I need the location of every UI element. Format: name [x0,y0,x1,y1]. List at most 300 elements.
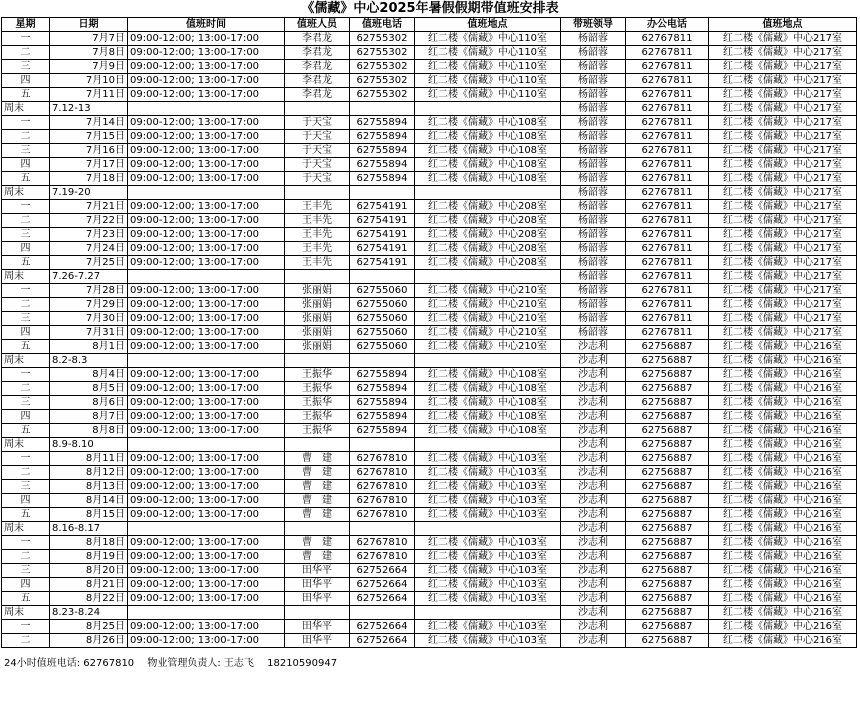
weekday-cell: 一 [2,284,50,298]
duty-phone-cell: 62755060 [350,340,415,354]
date-cell: 7月17日 [50,158,128,172]
leader-location-cell: 红二楼《儒藏》中心216室 [709,480,857,494]
leader-cell: 沙志利 [561,494,626,508]
office-phone-cell: 62767811 [626,130,709,144]
duty-person-cell: 王丰先 [285,228,350,242]
duty-location-cell: 红二楼《儒藏》中心210室 [415,340,561,354]
date-cell: 8月11日 [50,452,128,466]
duty-person-cell: 张丽娟 [285,284,350,298]
leader-location-cell: 红二楼《儒藏》中心216室 [709,592,857,606]
duty-phone-cell: 62755894 [350,410,415,424]
duty-location-cell: 红二楼《儒藏》中心108室 [415,158,561,172]
manager-phone: 18210590947 [267,658,338,669]
leader-location-cell: 红二楼《儒藏》中心217室 [709,284,857,298]
duty-person-cell: 王丰先 [285,200,350,214]
weekday-cell: 一 [2,536,50,550]
weekday-cell: 四 [2,494,50,508]
date-cell: 8月6日 [50,396,128,410]
duty-time-cell: 09:00-12:00; 13:00-17:00 [128,158,285,172]
table-row [2,438,857,452]
duty-location-cell: 红二楼《儒藏》中心103室 [415,480,561,494]
duty-person-cell [285,270,350,284]
leader-location-cell: 红二楼《儒藏》中心216室 [709,424,857,438]
duty-location-cell: 红二楼《儒藏》中心108室 [415,410,561,424]
date-cell: 7月23日 [50,228,128,242]
table-row [2,620,857,634]
date-cell: 8月22日 [50,592,128,606]
office-phone-cell: 62767811 [626,60,709,74]
duty-person-cell: 田华平 [285,634,350,648]
duty-person-cell: 曹 建 [285,550,350,564]
duty-location-cell: 红二楼《儒藏》中心108室 [415,396,561,410]
date-cell: 7月22日 [50,214,128,228]
table-row [2,564,857,578]
leader-cell: 沙志利 [561,424,626,438]
leader-location-cell: 红二楼《儒藏》中心216室 [709,522,857,536]
weekday-cell: 五 [2,172,50,186]
date-cell: 7月8日 [50,46,128,60]
weekday-cell: 二 [2,634,50,648]
header-duty-phone: 值班电话 [350,18,415,32]
office-phone-cell: 62767811 [626,74,709,88]
duty-time-cell: 09:00-12:00; 13:00-17:00 [128,410,285,424]
office-phone-cell: 62756887 [626,606,709,620]
page-title: 《儒藏》中心2025年暑假假期带值班安排表 [301,1,559,16]
office-phone-cell: 62756887 [626,354,709,368]
date-cell: 8月20日 [50,564,128,578]
leader-cell: 沙志利 [561,466,626,480]
weekday-cell: 周末 [2,186,50,200]
duty-person-cell: 王振华 [285,396,350,410]
leader-location-cell: 红二楼《儒藏》中心217室 [709,88,857,102]
duty-phone-cell: 62755060 [350,326,415,340]
office-phone-cell: 62767811 [626,102,709,116]
leader-location-cell: 红二楼《儒藏》中心217室 [709,298,857,312]
duty-person-cell: 田华平 [285,620,350,634]
table-row [2,606,857,620]
table-row [2,144,857,158]
weekday-cell: 四 [2,410,50,424]
duty-phone-cell: 62752664 [350,620,415,634]
weekday-cell: 二 [2,550,50,564]
leader-location-cell: 红二楼《儒藏》中心216室 [709,606,857,620]
office-phone-cell: 62756887 [626,368,709,382]
table-row [2,228,857,242]
office-phone-cell: 62756887 [626,564,709,578]
leader-location-cell: 红二楼《儒藏》中心217室 [709,46,857,60]
leader-location-cell: 红二楼《儒藏》中心216室 [709,508,857,522]
duty-phone-cell: 62767810 [350,452,415,466]
table-row [2,382,857,396]
office-phone-cell: 62756887 [626,396,709,410]
table-row [2,578,857,592]
duty-time-cell: 09:00-12:00; 13:00-17:00 [128,424,285,438]
duty-phone-cell: 62767810 [350,466,415,480]
duty-time-cell: 09:00-12:00; 13:00-17:00 [128,46,285,60]
date-cell: 7月30日 [50,312,128,326]
duty-time-cell: 09:00-12:00; 13:00-17:00 [128,32,285,46]
leader-cell: 沙志利 [561,354,626,368]
duty-phone-cell [350,186,415,200]
office-phone-cell: 62767811 [626,256,709,270]
office-phone-cell: 62767811 [626,228,709,242]
duty-time-cell: 09:00-12:00; 13:00-17:00 [128,620,285,634]
leader-cell: 杨韶蓉 [561,172,626,186]
header-duty-location: 值班地点 [415,18,561,32]
duty-time-cell [128,186,285,200]
header-weekday: 星期 [2,18,50,32]
leader-location-cell: 红二楼《儒藏》中心216室 [709,620,857,634]
date-cell: 7月24日 [50,242,128,256]
weekday-cell: 四 [2,158,50,172]
office-phone-cell: 62756887 [626,550,709,564]
table-row [2,214,857,228]
duty-person-cell: 曹 建 [285,508,350,522]
weekday-cell: 周末 [2,522,50,536]
leader-cell: 沙志利 [561,634,626,648]
duty-phone-cell [350,438,415,452]
weekday-cell: 周末 [2,354,50,368]
leader-cell: 杨韶蓉 [561,186,626,200]
duty-time-cell: 09:00-12:00; 13:00-17:00 [128,228,285,242]
duty-person-cell: 王丰先 [285,242,350,256]
duty-location-cell: 红二楼《儒藏》中心208室 [415,214,561,228]
date-cell: 8月21日 [50,578,128,592]
duty-time-cell: 09:00-12:00; 13:00-17:00 [128,550,285,564]
leader-location-cell: 红二楼《儒藏》中心217室 [709,228,857,242]
duty-time-cell: 09:00-12:00; 13:00-17:00 [128,242,285,256]
duty-location-cell [415,522,561,536]
date-cell: 8月12日 [50,466,128,480]
duty-phone-cell: 62767810 [350,508,415,522]
leader-cell: 杨韶蓉 [561,228,626,242]
table-row [2,284,857,298]
weekday-cell: 二 [2,298,50,312]
table-row [2,494,857,508]
office-phone-cell: 62756887 [626,480,709,494]
leader-location-cell: 红二楼《儒藏》中心216室 [709,494,857,508]
date-cell: 7月7日 [50,32,128,46]
leader-cell: 沙志利 [561,592,626,606]
duty-time-cell: 09:00-12:00; 13:00-17:00 [128,172,285,186]
duty-person-cell: 曹 建 [285,494,350,508]
leader-location-cell: 红二楼《儒藏》中心216室 [709,382,857,396]
duty-phone-cell: 62767810 [350,550,415,564]
leader-location-cell: 红二楼《儒藏》中心217室 [709,172,857,186]
duty-phone-cell: 62755894 [350,130,415,144]
duty-time-cell: 09:00-12:00; 13:00-17:00 [128,88,285,102]
table-row [2,340,857,354]
duty-person-cell: 于天宝 [285,172,350,186]
leader-cell: 杨韶蓉 [561,60,626,74]
table-row [2,536,857,550]
duty-person-cell: 于天宝 [285,116,350,130]
office-phone-cell: 62756887 [626,536,709,550]
duty-phone-cell: 62755894 [350,424,415,438]
duty-phone-cell: 62755302 [350,32,415,46]
duty-phone-cell: 62755894 [350,396,415,410]
duty-location-cell [415,102,561,116]
leader-cell: 沙志利 [561,578,626,592]
table-row [2,256,857,270]
duty-phone-cell: 62752664 [350,578,415,592]
table-row [2,46,857,60]
date-cell: 7.19-20 [50,186,128,200]
leader-location-cell: 红二楼《儒藏》中心216室 [709,438,857,452]
footer-contact [0,657,860,671]
duty-location-cell: 红二楼《儒藏》中心208室 [415,242,561,256]
duty-person-cell: 王振华 [285,410,350,424]
duty-schedule-table [1,17,857,648]
duty-time-cell: 09:00-12:00; 13:00-17:00 [128,256,285,270]
table-row [2,466,857,480]
weekday-cell: 二 [2,214,50,228]
table-row [2,158,857,172]
office-phone-cell: 62767811 [626,242,709,256]
duty-location-cell: 红二楼《儒藏》中心110室 [415,60,561,74]
leader-location-cell: 红二楼《儒藏》中心216室 [709,564,857,578]
office-phone-cell: 62767811 [626,172,709,186]
leader-cell: 杨韶蓉 [561,116,626,130]
weekday-cell: 一 [2,32,50,46]
leader-cell: 杨韶蓉 [561,242,626,256]
duty-person-cell: 田华平 [285,592,350,606]
table-row [2,102,857,116]
duty-person-cell: 王丰先 [285,214,350,228]
leader-location-cell: 红二楼《儒藏》中心216室 [709,396,857,410]
duty-time-cell: 09:00-12:00; 13:00-17:00 [128,466,285,480]
duty-person-cell: 田华平 [285,564,350,578]
duty-person-cell: 于天宝 [285,144,350,158]
table-row [2,508,857,522]
table-row [2,550,857,564]
weekday-cell: 一 [2,116,50,130]
date-cell: 8.2-8.3 [50,354,128,368]
leader-location-cell: 红二楼《儒藏》中心216室 [709,452,857,466]
duty-location-cell: 红二楼《儒藏》中心210室 [415,312,561,326]
duty-time-cell: 09:00-12:00; 13:00-17:00 [128,452,285,466]
duty-location-cell: 红二楼《儒藏》中心108室 [415,368,561,382]
leader-location-cell: 红二楼《儒藏》中心216室 [709,354,857,368]
date-cell: 7月25日 [50,256,128,270]
leader-cell: 沙志利 [561,410,626,424]
leader-location-cell: 红二楼《儒藏》中心216室 [709,368,857,382]
duty-person-cell: 李君龙 [285,46,350,60]
office-phone-cell: 62756887 [626,340,709,354]
duty-location-cell: 红二楼《儒藏》中心103室 [415,452,561,466]
date-cell: 7月28日 [50,284,128,298]
duty-phone-cell: 62755302 [350,74,415,88]
weekday-cell: 四 [2,242,50,256]
leader-cell: 沙志利 [561,550,626,564]
table-header-row [2,18,857,32]
duty-time-cell: 09:00-12:00; 13:00-17:00 [128,214,285,228]
weekday-cell: 五 [2,592,50,606]
duty-location-cell: 红二楼《儒藏》中心208室 [415,256,561,270]
leader-cell: 沙志利 [561,508,626,522]
duty-location-cell: 红二楼《儒藏》中心108室 [415,172,561,186]
duty-phone-cell: 62754191 [350,256,415,270]
office-phone-cell: 62756887 [626,438,709,452]
duty-phone-cell: 62755894 [350,172,415,186]
leader-cell: 杨韶蓉 [561,46,626,60]
leader-location-cell: 红二楼《儒藏》中心217室 [709,326,857,340]
table-row [2,130,857,144]
weekday-cell: 三 [2,228,50,242]
table-row [2,186,857,200]
duty-time-cell [128,438,285,452]
leader-cell: 沙志利 [561,452,626,466]
leader-location-cell: 红二楼《儒藏》中心216室 [709,536,857,550]
duty-phone-cell: 62767810 [350,480,415,494]
weekday-cell: 五 [2,424,50,438]
office-phone-cell: 62756887 [626,522,709,536]
table-row [2,368,857,382]
duty-phone-cell: 62755060 [350,298,415,312]
date-cell: 7月31日 [50,326,128,340]
office-phone-cell: 62767811 [626,158,709,172]
table-row [2,116,857,130]
header-leader-location: 值班地点 [709,18,857,32]
leader-location-cell: 红二楼《儒藏》中心216室 [709,466,857,480]
leader-cell: 杨韶蓉 [561,144,626,158]
office-phone-cell: 62767811 [626,200,709,214]
office-phone-cell: 62767811 [626,144,709,158]
leader-cell: 沙志利 [561,536,626,550]
duty-person-cell: 王振华 [285,368,350,382]
duty-location-cell [415,606,561,620]
date-cell: 8月14日 [50,494,128,508]
duty-phone-cell: 62767810 [350,536,415,550]
duty-phone-cell: 62754191 [350,242,415,256]
duty-phone-cell [350,102,415,116]
weekday-cell: 二 [2,130,50,144]
date-cell: 8月4日 [50,368,128,382]
leader-location-cell: 红二楼《儒藏》中心216室 [709,550,857,564]
office-phone-cell: 62756887 [626,410,709,424]
table-row [2,88,857,102]
date-cell: 7月16日 [50,144,128,158]
office-phone-cell: 62767811 [626,312,709,326]
leader-location-cell: 红二楼《儒藏》中心217室 [709,200,857,214]
duty-location-cell: 红二楼《儒藏》中心110室 [415,32,561,46]
hotline-text: 24小时值班电话: 62767810 [4,658,135,669]
duty-location-cell: 红二楼《儒藏》中心103室 [415,536,561,550]
leader-cell: 沙志利 [561,368,626,382]
leader-cell: 沙志利 [561,480,626,494]
table-row [2,480,857,494]
duty-person-cell: 曹 建 [285,536,350,550]
date-cell: 8月18日 [50,536,128,550]
office-phone-cell: 62767811 [626,284,709,298]
weekday-cell: 二 [2,382,50,396]
weekday-cell: 一 [2,452,50,466]
duty-phone-cell: 62755894 [350,382,415,396]
duty-time-cell [128,270,285,284]
duty-time-cell: 09:00-12:00; 13:00-17:00 [128,494,285,508]
duty-phone-cell [350,606,415,620]
duty-location-cell: 红二楼《儒藏》中心103室 [415,466,561,480]
leader-cell: 沙志利 [561,606,626,620]
table-row [2,172,857,186]
duty-location-cell: 红二楼《儒藏》中心103室 [415,550,561,564]
weekday-cell: 三 [2,312,50,326]
date-cell: 7月15日 [50,130,128,144]
duty-location-cell: 红二楼《儒藏》中心103室 [415,592,561,606]
office-phone-cell: 62767811 [626,270,709,284]
date-cell: 7月14日 [50,116,128,130]
duty-time-cell: 09:00-12:00; 13:00-17:00 [128,326,285,340]
duty-location-cell: 红二楼《儒藏》中心108室 [415,116,561,130]
date-cell: 8月8日 [50,424,128,438]
leader-location-cell: 红二楼《儒藏》中心217室 [709,158,857,172]
duty-phone-cell: 62755060 [350,312,415,326]
office-phone-cell: 62756887 [626,382,709,396]
duty-location-cell: 红二楼《儒藏》中心108室 [415,382,561,396]
date-cell: 7月29日 [50,298,128,312]
weekday-cell: 三 [2,480,50,494]
duty-location-cell: 红二楼《儒藏》中心103室 [415,578,561,592]
date-cell: 7月21日 [50,200,128,214]
weekday-cell: 三 [2,144,50,158]
date-cell: 8.23-8.24 [50,606,128,620]
duty-location-cell: 红二楼《儒藏》中心108室 [415,424,561,438]
office-phone-cell: 62756887 [626,452,709,466]
duty-phone-cell: 62752664 [350,592,415,606]
leader-cell: 杨韶蓉 [561,326,626,340]
duty-person-cell [285,438,350,452]
header-office-phone: 办公电话 [626,18,709,32]
weekday-cell: 周末 [2,270,50,284]
duty-phone-cell: 62754191 [350,200,415,214]
duty-location-cell: 红二楼《儒藏》中心210室 [415,326,561,340]
weekday-cell: 四 [2,578,50,592]
duty-location-cell: 红二楼《儒藏》中心208室 [415,228,561,242]
leader-location-cell: 红二楼《儒藏》中心217室 [709,130,857,144]
duty-time-cell: 09:00-12:00; 13:00-17:00 [128,60,285,74]
leader-cell: 沙志利 [561,382,626,396]
duty-location-cell: 红二楼《儒藏》中心103室 [415,494,561,508]
office-phone-cell: 62756887 [626,424,709,438]
leader-cell: 杨韶蓉 [561,270,626,284]
header-date: 日期 [50,18,128,32]
duty-time-cell: 09:00-12:00; 13:00-17:00 [128,312,285,326]
leader-location-cell: 红二楼《儒藏》中心217室 [709,102,857,116]
table-row [2,200,857,214]
date-cell: 8.16-8.17 [50,522,128,536]
office-phone-cell: 62756887 [626,620,709,634]
table-row [2,354,857,368]
duty-person-cell: 王振华 [285,382,350,396]
weekday-cell: 四 [2,326,50,340]
duty-time-cell: 09:00-12:00; 13:00-17:00 [128,116,285,130]
office-phone-cell: 62767811 [626,214,709,228]
leader-cell: 杨韶蓉 [561,88,626,102]
office-phone-cell: 62767811 [626,116,709,130]
duty-person-cell: 于天宝 [285,130,350,144]
duty-time-cell: 09:00-12:00; 13:00-17:00 [128,298,285,312]
header-duty-person: 值班人员 [285,18,350,32]
leader-cell: 杨韶蓉 [561,200,626,214]
header-duty-time: 值班时间 [128,18,285,32]
duty-location-cell: 红二楼《儒藏》中心103室 [415,620,561,634]
weekday-cell: 四 [2,74,50,88]
table-row [2,60,857,74]
office-phone-cell: 62756887 [626,494,709,508]
duty-person-cell: 于天宝 [285,158,350,172]
duty-time-cell: 09:00-12:00; 13:00-17:00 [128,564,285,578]
duty-phone-cell: 62755894 [350,144,415,158]
